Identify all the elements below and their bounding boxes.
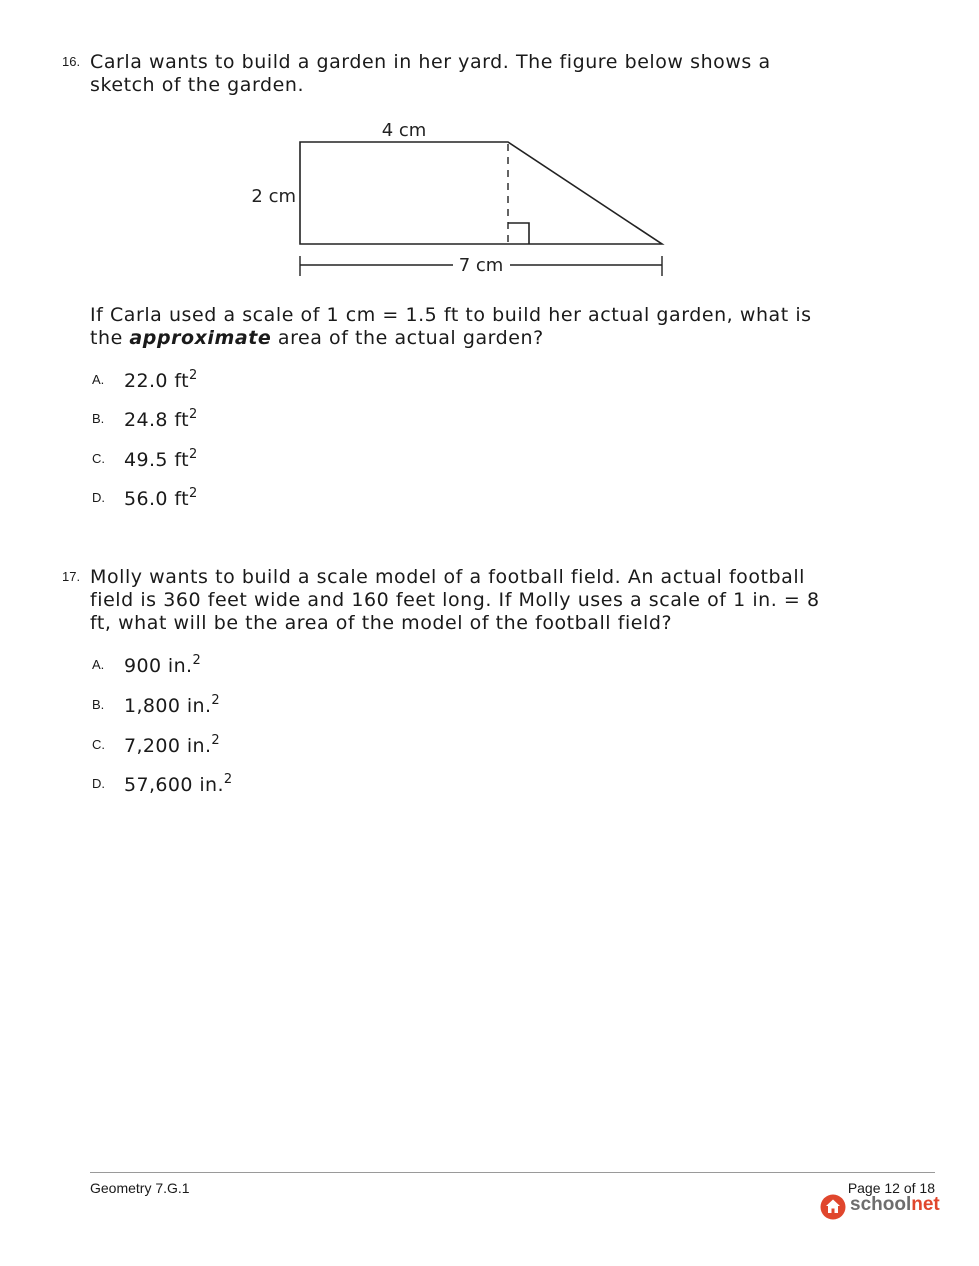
option-letter: C. [92,451,105,466]
question-16-followup [90,304,850,350]
question-16-number: 16. [62,54,81,69]
question-17-line-3: ft, what will be the area of the model of the football field? [90,612,673,634]
question-16-line-1: Carla wants to build a garden in her yard. The figure below shows a [90,51,771,73]
option-letter: A. [92,657,105,672]
footer-page-number: Page 12 of 18 [847,1180,935,1196]
side-label: 2 cm [251,186,296,207]
option-letter: C. [92,737,105,752]
logo-wordmark: schoolnet [850,1194,940,1215]
option-value: 7,200 in.$^2$ [124,733,221,757]
footer-divider [90,1172,935,1173]
garden-figure [240,110,680,285]
option-value: 22.0 $ft^2$ [124,368,198,392]
question-16-text [90,51,850,97]
home-icon [820,1194,846,1220]
question-17-number: 17. [62,569,81,584]
question-17-line-1: Molly wants to build a scale model of a football field. An actual football [90,566,805,588]
bottom-label: 7 cm [458,255,504,276]
option-letter: B. [92,697,105,712]
followup-line-1: If Carla used a scale of 1 cm = 1.5 ft to build her actual garden, what is [90,304,812,326]
option-value: 1,800 in.$^2$ [124,693,221,717]
garden-trapezoid [300,142,662,244]
option-letter: D. [92,776,105,791]
option-value: 24.8 $ft^2$ [124,407,198,431]
option-value: 49.5 $ft^2$ [124,447,198,471]
footer-course: Geometry 7.G.1 [90,1180,190,1196]
option-letter: A. [92,372,105,387]
option-letter: D. [92,490,105,505]
top-label: 4 cm [381,120,427,141]
option-letter: B. [92,411,105,426]
question-17-text [90,566,850,635]
option-value: 900 in.$^2$ [124,653,202,677]
option-value: 56.0 $ft^2$ [124,486,198,510]
followup-line-2 [90,327,850,350]
schoolnet-logo [820,1194,940,1222]
option-value: 57,600 in.$^2$ [124,772,233,796]
question-17-line-2: field is 360 feet wide and 160 feet long. If Molly uses a scale of 1 in. = 8 [90,589,820,611]
followup-post: area of the actual garden? [271,327,544,349]
question-16-line-2: sketch of the garden. [90,74,305,96]
followup-emphasis: approximate [129,327,272,349]
right-angle-mark [508,223,529,244]
followup-pre: the [90,327,130,349]
